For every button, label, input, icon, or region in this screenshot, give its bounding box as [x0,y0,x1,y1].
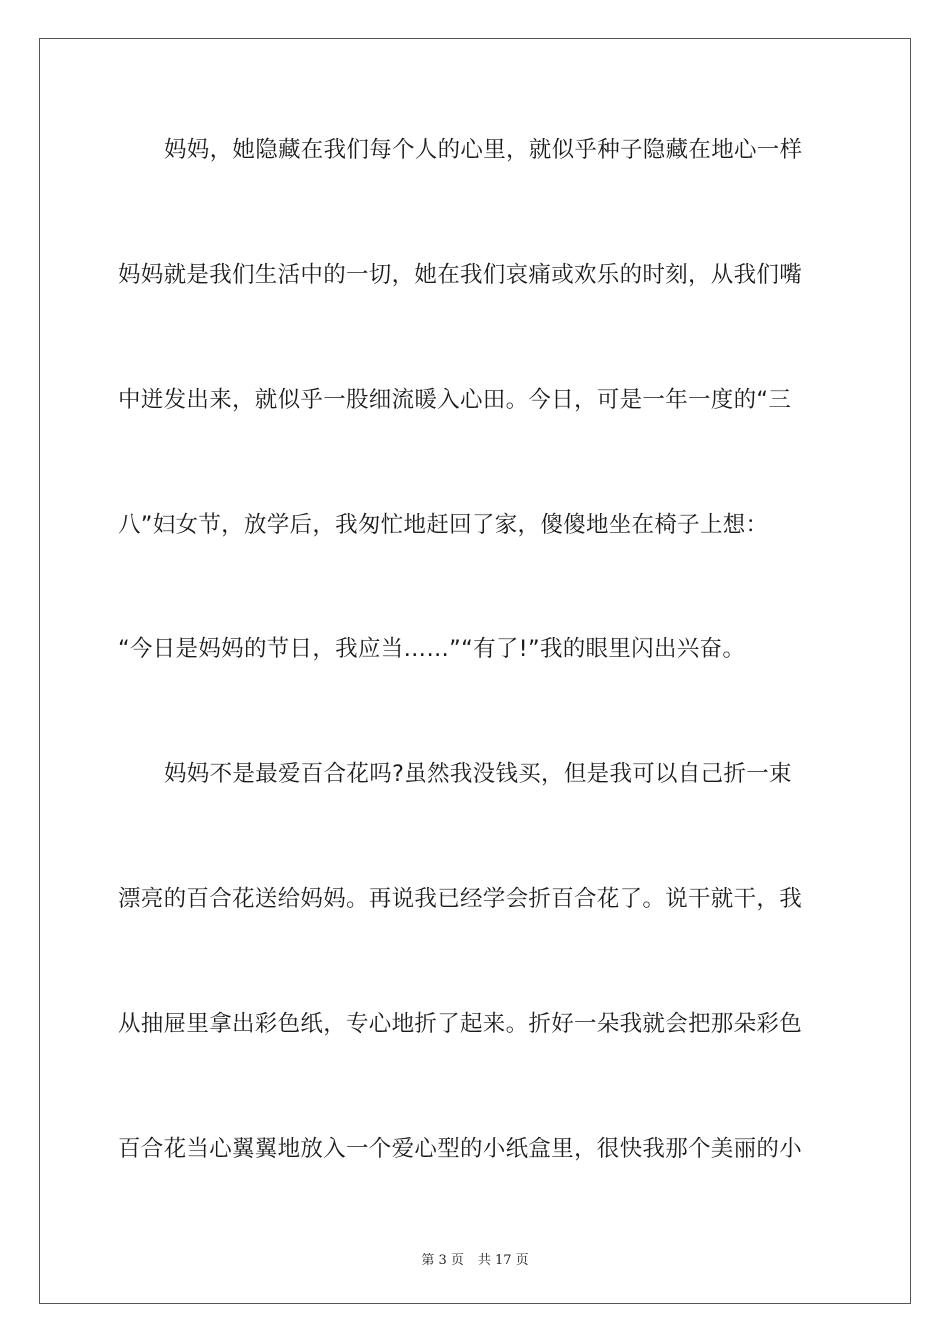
paragraph-line: 八”妇女节，放学后，我匆忙地赶回了家，傻傻地坐在椅子上想： [118,512,769,538]
paragraph-line: 百合花当心翼翼地放入一个爱心型的小纸盒里，很快我那个美丽的小 [118,1136,803,1162]
paragraph-line: “今日是妈妈的节日，我应当……”“有了!”我的眼里闪出兴奋。 [118,636,746,662]
paragraph-line: 妈妈，她隐藏在我们每个人的心里，就似乎种子隐藏在地心一样 [164,137,803,163]
page-footer [0,1249,950,1268]
page-total: 共 17 页 [477,1253,529,1268]
page-border [39,38,911,1304]
paragraph-line: 妈妈不是最爱百合花吗?虽然我没钱买，但是我可以自己折一束 [164,761,792,787]
paragraph-line: 妈妈就是我们生活中的一切，她在我们哀痛或欢乐的时刻，从我们嘴 [118,262,803,288]
page-number: 第 3 页 [421,1253,464,1268]
paragraph-line: 从抽屉里拿出彩色纸，专心地折了起来。折好一朵我就会把那朵彩色 [118,1011,803,1037]
paragraph-line: 中迸发出来，就似乎一股细流暖入心田。今日，可是一年一度的“三 [118,387,792,413]
paragraph-line: 漂亮的百合花送给妈妈。再说我已经学会折百合花了。说干就干，我 [118,886,803,912]
